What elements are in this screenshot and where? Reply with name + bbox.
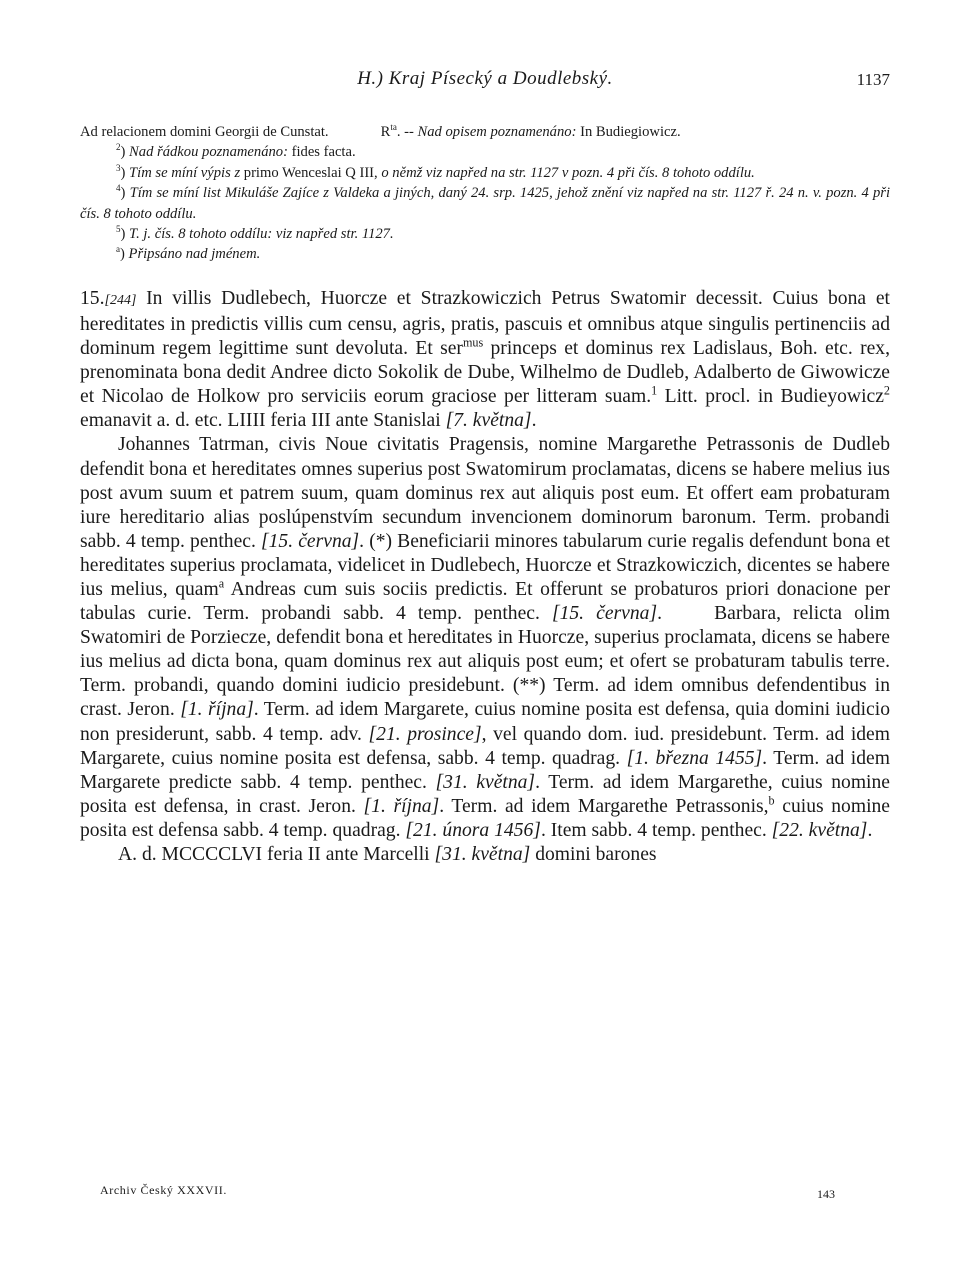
page <box>80 68 890 867</box>
paragraph-defense: Johannes Tatrman, civis Noue civitatis Pragensis, nomine Margarethe Petrassonis de Dudleb defendit bona et hereditates omnes superius post Swatomirum proclamatas, dicens se habere melius ius post avum suum et patrem suum, quam dominus rex aut aliquis post eum. Et offert eam probaturam iure hereditario alias poslúpenstvím secundum invencionem dominorum baronum. Term. probandi sabb. 4 temp. penthec. [15. června]. (*) Beneficiarii minores tabularum curie regalis defendunt bona et hereditates superius proclamata, videlicet in Dudlebech, Huorcze et Strazkowiczich, dicentes se habere ius melius, quam$^a$ Andreas cum suis sociis predictis. Et offerunt se probaturos priori donacione per tabulas curie. Term. probandi sabb. 4 temp. penthec. [15. června]. Barbara, relicta olim Swatomiri de Porziecze, defendit bona et hereditates in Huorcze, superius proclamata, dicens se habere ius melius ad dicta bona, quam dominus rex aut aliquis post eum; et ofert se probaturam tabulis terre. Term. probandi, quando domini iudicio presidebunt. (**) Term. ad idem omnibus defendentibus in crast. Jeron. [1. října]. Term. ad idem Margarete, cuius nomine posita est defensa, quia domini iudicio non presiderunt, sabb. 4 temp. adv. [21. prosince], vel quando dom. iud. presidebunt. Term. ad idem Margarete, cuius nomine posita est defensa, sabb. 4 temp. quadrag. [1. března 1455]. Term. ad idem Margarete predicte sabb. 4 temp. penthec. [31. května]. Term. ad idem Margarethe, cuius nomine posita est defensa, in crast. Jeron. [1. října]. Term. ad idem Margarethe Petrassonis,$^b$ cuius nomine posita est defensa sabb. 4 temp. quadrag. [21. února 1456]. Item sabb. 4 temp. penthec. [22. května]. <box>80 434 891 841</box>
paragraph-15: 15.[244] In villis Dudlebech, Huorcze et Strazkowiczich Petrus Swatomir decessit. Cuius bona et hereditates in predictis villis cum censu, agris, pratis, pascuis et omnibus atque singulis pertinenciis ad dominum regem legittime sunt devoluta. Et ser$^{mus}$ princeps et dominus rex Ladislaus, Boh. etc. rex, prenominata bona dedit Andree dicto Sokolik de Dube, Wilhelmo de Dudleb, Adalberto de Giwowicze et Nicolao de Holkow pro serviciis eorum graciose per litteram suam.$^1$ Litt. procl. in Budieyowicz$^2$ emanavit a. d. etc. LIIII feria III ante Stanislai [7. května]. <box>80 287 890 432</box>
page-number: 1137 <box>856 70 890 89</box>
main-text <box>80 287 890 867</box>
footnote-3: $^3$) Tím se míní výpis z primo Wenceslai Q III, o němž viz napřed na str. 1127 v pozn. 4 při čís. 8 tohoto oddílu. <box>116 162 755 181</box>
footer-signature: Archiv Český XXXVII. <box>100 1183 227 1197</box>
running-header <box>80 68 890 98</box>
footer-sheet-number: 143 <box>817 1187 835 1201</box>
running-title: H.) Kraj Písecký a Doudlebský. <box>357 68 613 89</box>
footnote-4: $^4$) Tím se míní list Mikuláše Zajíce z Valdeka a jiných, daný 24. srp. 1425, jehož znění viz napřed na str. 1127 ř. 24 n. v. pozn. 4 při čís. 8 tohoto oddílu. <box>80 183 891 222</box>
footnotes-block <box>80 122 890 265</box>
footnote-2: $^2$) Nad řádkou poznamenáno: fides facta. <box>116 142 356 161</box>
footnote-opening: Ad relacionem domini Georgii de Cunstat. $R^{ta}$. -- Nad opisem poznamenáno: In Budiegiowicz. <box>80 122 681 140</box>
entry-ref: [244] <box>104 292 137 308</box>
footnote-5: $^5$) T. j. čís. 8 tohoto oddílu: viz napřed str. 1127. <box>116 224 394 243</box>
entry-number: 15. <box>80 287 105 309</box>
paragraph-closing: A. d. MCCCCLVI feria II ante Marcelli [31. května] domini barones <box>118 844 657 865</box>
page-footer <box>80 1183 890 1203</box>
footnote-a: $^a$) Připsáno nad jménem. <box>116 244 261 263</box>
